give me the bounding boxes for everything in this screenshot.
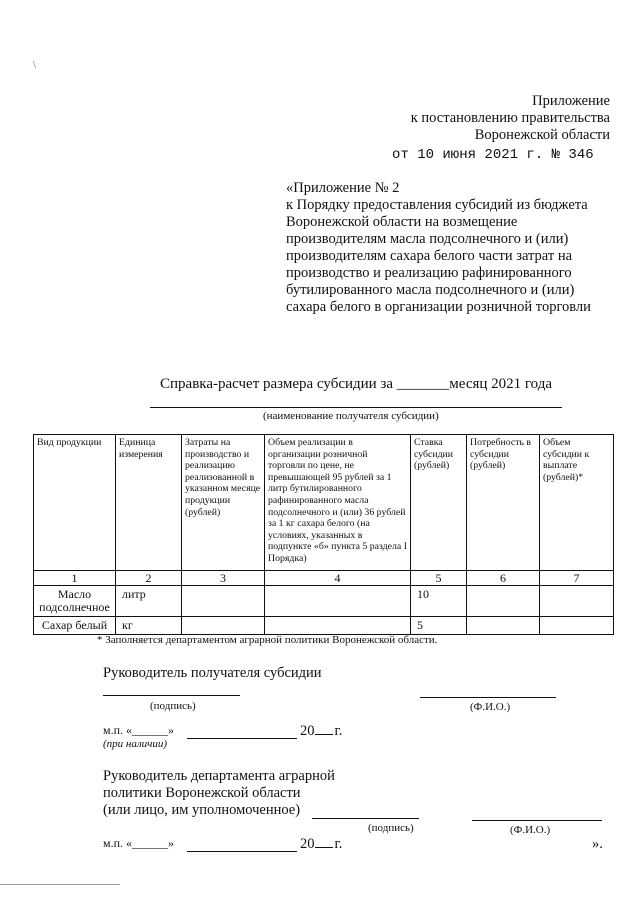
col-header-rate: Ставка субсидии (рублей) — [411, 435, 467, 571]
table-number-row — [34, 571, 614, 586]
cell-payout[interactable] — [540, 617, 614, 635]
recipient-month-line[interactable] — [187, 738, 297, 739]
recipient-caption: (наименование получателя субсидии) — [263, 410, 439, 422]
title-suffix: месяц 2021 года — [449, 376, 553, 392]
cell-product: Сахар белый — [34, 617, 116, 635]
header-line-3: Воронежской области — [474, 127, 610, 143]
stamp-day-blank[interactable]: ______ — [132, 723, 169, 737]
department-sign-block — [103, 768, 335, 819]
department-signature-caption: (подпись) — [368, 822, 414, 834]
department-name-caption: (Ф.И.О.) — [510, 824, 551, 836]
header-date: от 10 июня 2021 г. № 346 — [392, 147, 594, 163]
col-header-product: Вид продукции — [34, 435, 116, 571]
year-suffix: г. — [334, 723, 343, 739]
recipient-name-line — [150, 407, 562, 408]
col-number: 6 — [467, 571, 540, 586]
appendix-line: производство и реализацию рафинированного — [286, 265, 572, 281]
stamp-day-blank[interactable]: ______ — [132, 836, 169, 850]
appendix-block — [286, 180, 616, 316]
header-line-1: Приложение — [532, 93, 610, 109]
recipient-signature-line[interactable] — [103, 695, 240, 696]
recipient-name-sign-line[interactable] — [420, 697, 556, 698]
department-line-2: политики Воронежской области — [103, 785, 301, 801]
recipient-stamp-line — [103, 723, 174, 738]
cell-rate: 10 — [411, 586, 467, 617]
col-number: 1 — [34, 571, 116, 586]
appendix-line: Воронежской области на возмещение — [286, 214, 518, 230]
appendix-line: к Порядку предоставления субсидий из бюджета — [286, 197, 588, 213]
department-year — [300, 835, 342, 853]
stamp-close: » — [168, 723, 175, 737]
cell-product: Масло подсолнечное — [34, 586, 116, 617]
department-month-line[interactable] — [187, 851, 297, 852]
appendix-line: «Приложение № 2 — [286, 180, 400, 196]
recipient-name-caption: (Ф.И.О.) — [470, 701, 511, 713]
table-header-row — [34, 435, 614, 571]
header-block — [300, 93, 610, 144]
cell-need[interactable] — [467, 617, 540, 635]
appendix-line: производителям сахара белого части затрат на — [286, 248, 573, 264]
col-number: 5 — [411, 571, 467, 586]
subsidy-table — [33, 434, 614, 635]
cell-payout[interactable] — [540, 586, 614, 617]
recipient-year — [300, 722, 342, 740]
department-stamp-line — [103, 836, 174, 851]
cell-unit: литр — [116, 586, 182, 617]
year-blank[interactable] — [315, 722, 333, 735]
appendix-line: бутилированного масла подсолнечного и (или) — [286, 282, 575, 298]
cell-costs[interactable] — [182, 586, 265, 617]
col-header-payout: Объем субсидии к выплате (рублей)* — [540, 435, 614, 571]
department-signature-line[interactable] — [312, 818, 419, 819]
department-line-3: (или лицо, им уполномоченное) — [103, 802, 301, 818]
cell-volume[interactable] — [265, 617, 411, 635]
closing-quote: ». — [592, 836, 603, 852]
col-header-costs: Затраты на производство и реализацию реализованной в указанном месяце продукции (рублей) — [182, 435, 265, 571]
table-footnote: * Заполняется департаментом аграрной политики Воронежской области. — [97, 634, 438, 646]
table-row — [34, 617, 614, 635]
stamp-prefix: м.п. « — [103, 836, 133, 850]
stamp-note: (при наличии) — [103, 738, 168, 750]
cell-costs[interactable] — [182, 617, 265, 635]
cell-volume[interactable] — [265, 586, 411, 617]
recipient-signature-caption: (подпись) — [150, 700, 196, 712]
col-number: 7 — [540, 571, 614, 586]
recipient-sign-heading: Руководитель получателя субсидии — [103, 665, 322, 681]
document-title — [160, 376, 552, 393]
year-prefix: 20 — [300, 836, 315, 852]
scan-edge-line — [0, 884, 120, 885]
scan-mark: \ — [33, 60, 36, 71]
month-blank: _______ — [396, 376, 450, 392]
col-number: 3 — [182, 571, 265, 586]
col-number: 2 — [116, 571, 182, 586]
title-prefix: Справка-расчет размера субсидии за — [160, 376, 394, 392]
table-row — [34, 586, 614, 617]
cell-need[interactable] — [467, 586, 540, 617]
header-line-2: к постановлению правительства — [410, 110, 610, 126]
year-blank[interactable] — [315, 835, 333, 848]
department-name-line[interactable] — [472, 820, 602, 821]
col-header-volume: Объем реализации в организации розничной торговли по цене, не превышающей 95 рублей за 1 литр бутилированного рафинированного масла подсолнечного и (или) 36 рублей за 1 кг сахара белого (на условиях, указанных в подпункте «б» пункта 5 раздела I Порядка) — [265, 435, 411, 571]
col-header-need: Потребность в субсидии (рублей) — [467, 435, 540, 571]
appendix-line: сахара белого в организации розничной торговли — [286, 299, 591, 315]
col-header-unit: Единица измерения — [116, 435, 182, 571]
cell-rate: 5 — [411, 617, 467, 635]
stamp-prefix: м.п. « — [103, 723, 133, 737]
appendix-line: производителям масла подсолнечного и (или) — [286, 231, 569, 247]
stamp-close: » — [168, 836, 175, 850]
year-prefix: 20 — [300, 723, 315, 739]
col-number: 4 — [265, 571, 411, 586]
year-suffix: г. — [334, 836, 343, 852]
cell-unit: кг — [116, 617, 182, 635]
department-line-1: Руководитель департамента аграрной — [103, 768, 335, 784]
